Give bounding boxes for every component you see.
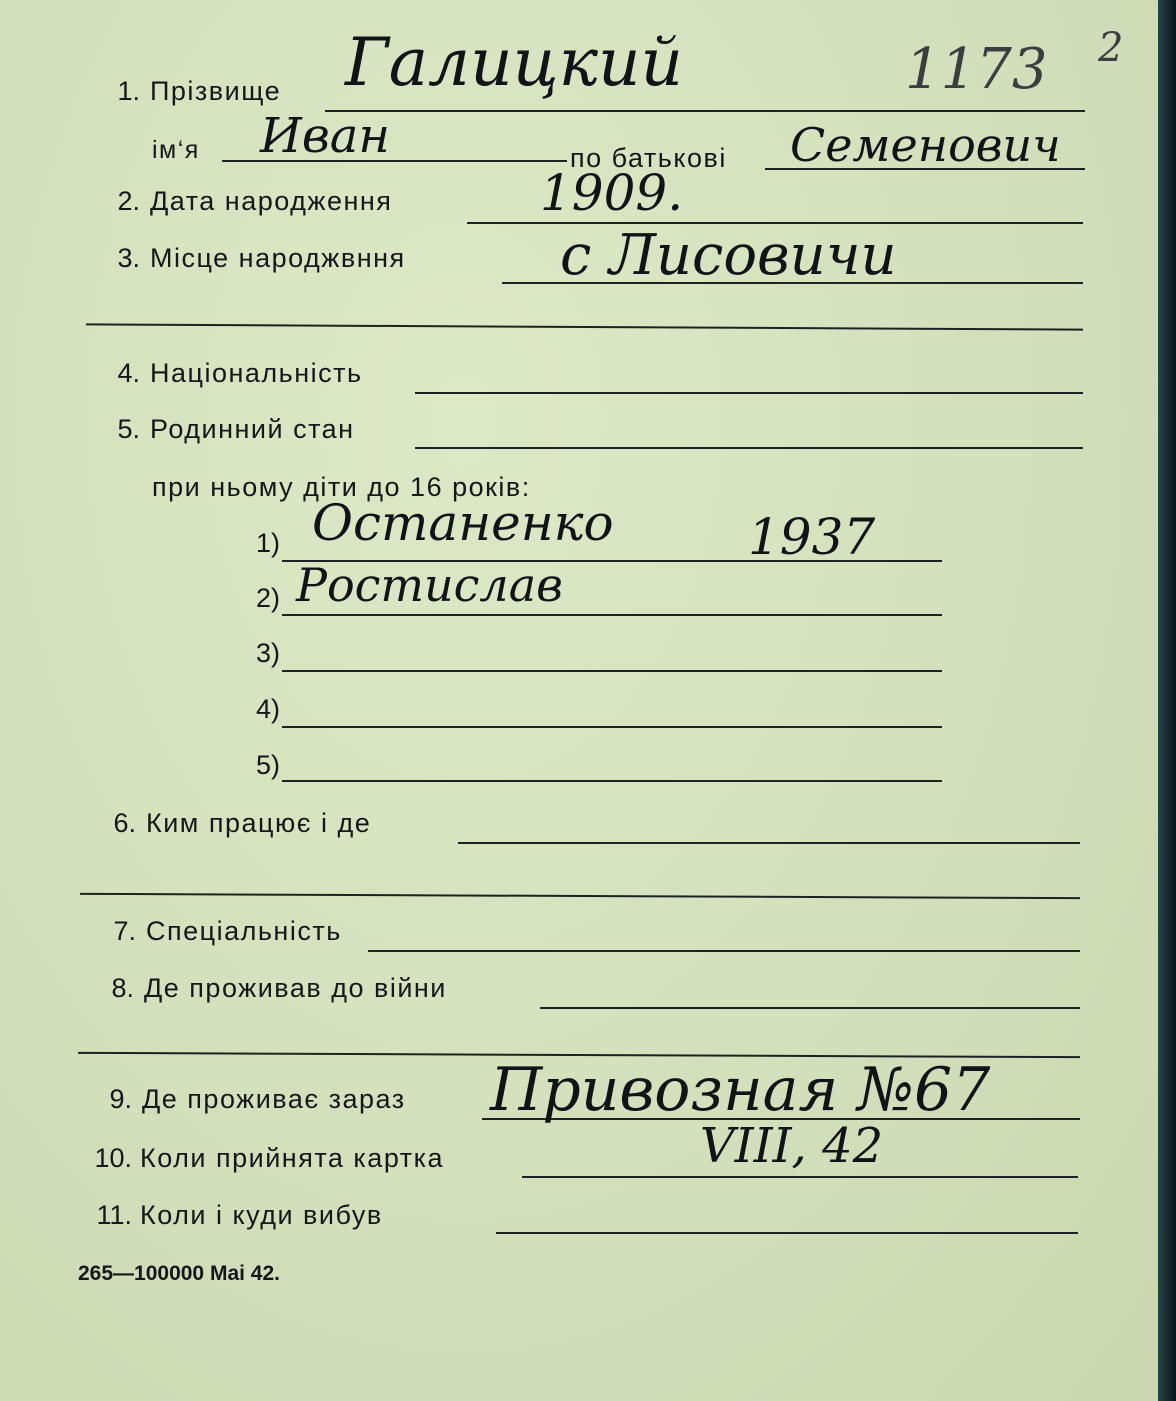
nationality-line bbox=[415, 392, 1083, 394]
child-5-number: 5) bbox=[255, 750, 280, 780]
marital-status-line bbox=[415, 447, 1083, 449]
birth-place-extra-line bbox=[86, 323, 1083, 330]
first-name-handwritten: Иван bbox=[260, 108, 391, 164]
item-3-number: 3. bbox=[117, 243, 140, 273]
item-11-number: 11. bbox=[96, 1200, 132, 1230]
child-2-number: 2) bbox=[255, 583, 280, 613]
item-5-number: 5. bbox=[117, 414, 140, 444]
item-10-number: 10. bbox=[94, 1143, 132, 1173]
current-residence-handwritten: Привозная №67 bbox=[490, 1055, 991, 1125]
first-name-label: ім‘я bbox=[152, 136, 200, 164]
child-3-number: 3) bbox=[255, 638, 280, 668]
nationality-label: Національність bbox=[150, 358, 363, 388]
birth-place-label: Місце народжвння bbox=[150, 243, 406, 273]
specialty-label: Спеціальність bbox=[146, 916, 342, 946]
item-4-number: 4. bbox=[117, 358, 140, 388]
card-shadow-edge bbox=[1158, 0, 1176, 1401]
birth-date-handwritten: 1909. bbox=[540, 164, 684, 222]
child-2-line bbox=[282, 614, 942, 616]
children-label: при ньому діти до 16 років: bbox=[152, 472, 531, 502]
prewar-residence-line bbox=[540, 1007, 1080, 1009]
patronymic-handwritten: Семенович bbox=[790, 118, 1061, 172]
departed-label: Коли і куди вибув bbox=[140, 1200, 383, 1230]
child-1-name-handwritten: Останенко bbox=[312, 494, 614, 552]
current-residence-label: Де проживає зараз bbox=[142, 1084, 406, 1114]
child-2-name-handwritten: Ростислав bbox=[296, 558, 563, 612]
specialty-line bbox=[368, 950, 1080, 952]
card-number-pencil: 1173 bbox=[905, 37, 1048, 102]
child-4-number: 4) bbox=[255, 694, 280, 724]
surname-line bbox=[325, 110, 1085, 112]
item-9-number: 9. bbox=[109, 1084, 132, 1114]
print-imprint: 265—100000 Mai 42. bbox=[78, 1262, 280, 1285]
card-accepted-line bbox=[522, 1176, 1078, 1178]
item-1-number: 1. bbox=[117, 76, 140, 106]
child-3-line bbox=[282, 670, 942, 672]
child-5-line bbox=[282, 780, 942, 782]
work-line bbox=[458, 842, 1080, 844]
item-7-number: 7. bbox=[113, 916, 136, 946]
child-1-year-handwritten: 1937 bbox=[748, 508, 876, 566]
item-6-number: 6. bbox=[113, 808, 136, 838]
card-accepted-label: Коли прийнята картка bbox=[140, 1143, 445, 1173]
item-8-number: 8. bbox=[111, 973, 134, 1003]
surname-handwritten: Галицкий bbox=[345, 24, 684, 101]
birth-place-handwritten: с Лисовичи bbox=[560, 223, 897, 288]
card-date-handwritten: VIII, 42 bbox=[700, 1118, 884, 1174]
child-4-line bbox=[282, 726, 942, 728]
corner-mark-pencil: 2 bbox=[1098, 25, 1124, 71]
work-extra-line bbox=[80, 893, 1080, 899]
marital-status-label: Родинний стан bbox=[150, 414, 355, 444]
patronymic-label: по батькові bbox=[570, 143, 727, 173]
child-1-number: 1) bbox=[255, 528, 280, 558]
prewar-residence-label: Де проживав до війни bbox=[144, 973, 447, 1003]
birth-date-label: Дата народження bbox=[150, 186, 393, 216]
surname-label: Прізвище bbox=[150, 76, 282, 106]
work-label: Ким працює і де bbox=[146, 808, 372, 838]
item-2-number: 2. bbox=[117, 186, 140, 216]
departed-line bbox=[496, 1232, 1078, 1234]
